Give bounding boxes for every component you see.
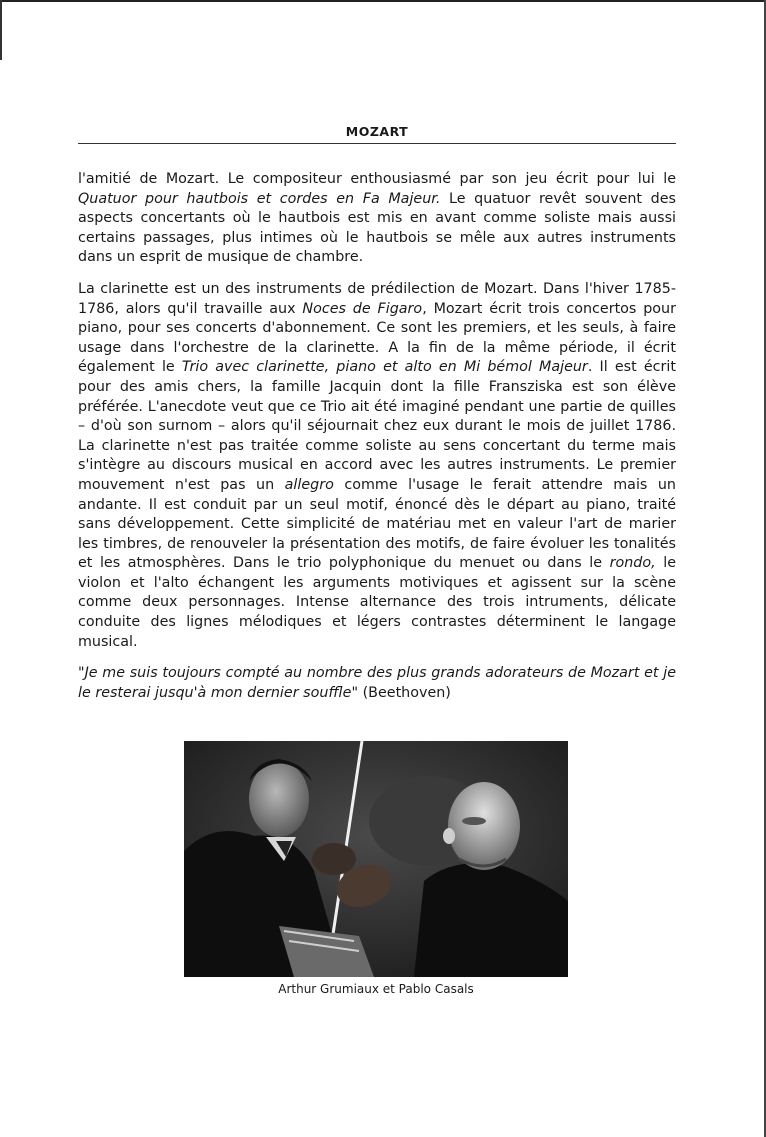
tempo-term: allegro	[284, 476, 334, 493]
beethoven-quote	[78, 664, 676, 703]
body-text	[78, 170, 676, 715]
work-title: Trio avec clarinette, piano et alto en Mi bémol Majeur	[181, 359, 588, 376]
work-title: Quatuor pour hautbois et cordes en Fa Majeur.	[78, 190, 441, 207]
work-title: Noces de Figaro	[302, 300, 423, 317]
scan-border-left	[0, 0, 2, 60]
scan-border-top	[0, 0, 766, 2]
tempo-term: rondo,	[609, 555, 656, 572]
text-run: l'amitié de Mozart. Le compositeur enthousiasmé par son jeu écrit pour lui le	[78, 171, 676, 187]
quote-attribution: (Beethoven)	[358, 684, 451, 701]
text-run: le violon et l'alto échangent les arguments motiviques et agissent sur la scène comme deux personnages. Intense alternance des trois intruments, délicate conduite des lignes mélodiques et légers contrastes déterminent le langage musical.	[78, 555, 676, 650]
text-run: Le quatuor revêt souvent des aspects concertants où le hautbois est mis en avant comme soliste mais aussi certains passages, plus intimes où le hautbois se mêle aux autres instruments dans un esprit de musique de chambre.	[78, 190, 676, 266]
paragraph-clarinet	[78, 280, 676, 652]
photo-caption: Arthur Grumiaux et Pablo Casals	[278, 982, 474, 996]
quote-text: "Je me suis toujours compté au nombre des plus grands adorateurs de Mozart et je le resterai jusqu'à mon dernier souffle"	[78, 665, 676, 701]
text-run: . Il est écrit pour des amis chers, la famille Jacquin dont la fille Fransziska est son élève préférée. L'anecdote veut que ce Trio ait été imaginé pendant une partie de quilles – d'où son surnom – alors qu'il séjournait chez eux durant le mois de juillet 1786. La clarinette n'est pas traitée comme soliste au sens concertant du terme mais s'intègre au discours musical en accord avec les autres instruments. Le premier mouvement n'est pas un	[78, 359, 676, 493]
text-run: , Mozart écrit trois concertos pour piano, pour ses concerts d'abonnement. Ce sont les premiers, et les seuls, à faire usage dans l'orchestre de la clarinette. A la fin de la même période, il écrit également le	[78, 300, 676, 376]
musicians-photo	[184, 741, 568, 977]
running-header: MOZART	[78, 124, 676, 144]
text-run: comme l'usage le ferait attendre mais un andante. Il est conduit par un seul motif, énoncé dès le départ au piano, traité sans développement. Cette simplicité de matériau met en valeur l'art de marier les timbres, de renouveler la présentation des motifs, de faire évoluer les tonalités et les atmosphères. Dans le trio polyphonique du menuet ou dans le	[78, 476, 676, 572]
paragraph-oboe-quartet	[78, 170, 676, 268]
text-run: La clarinette est un des instruments de prédilection de Mozart. Dans l'hiver 1785-1786, alors qu'il travaille aux	[78, 280, 676, 317]
